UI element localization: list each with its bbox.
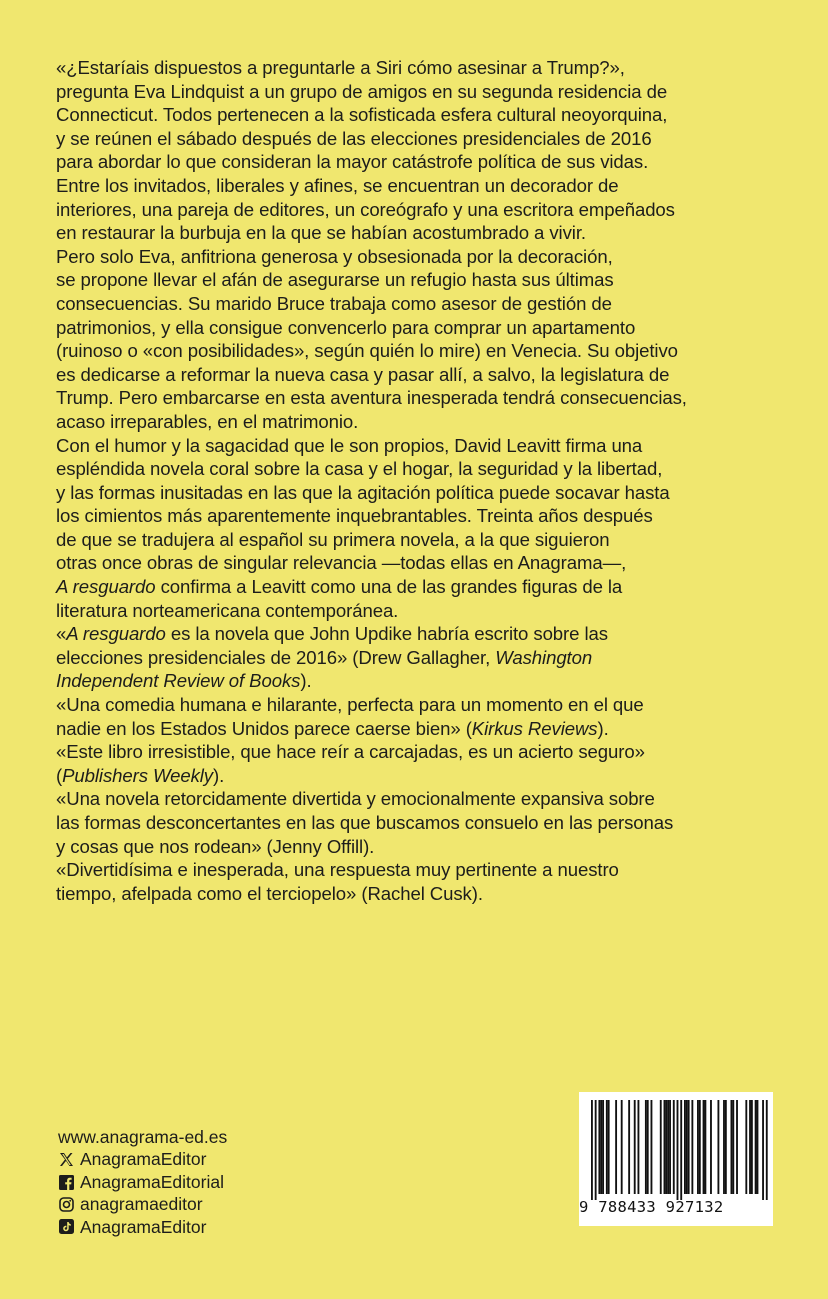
x-logo-icon [58, 1152, 74, 1168]
review-quote-1 [56, 622, 756, 693]
barcode-bar [686, 1100, 688, 1194]
text-line: es dedicarse a reformar la nueva casa y pasar allí, a salvo, la legislatura de [56, 363, 670, 385]
website-link[interactable] [58, 1126, 378, 1148]
instagram-account[interactable] [58, 1193, 378, 1215]
book-title: A resguardo [56, 576, 156, 598]
barcode-bar [691, 1100, 693, 1194]
barcode-bar [598, 1100, 600, 1194]
barcode-bar [664, 1100, 666, 1194]
barcode-bar [725, 1100, 727, 1194]
barcode-bar [757, 1100, 759, 1194]
barcode-bar [703, 1100, 705, 1194]
barcode-bar [638, 1100, 640, 1194]
quote-mark: « [56, 623, 67, 645]
text-line: ). [300, 670, 312, 692]
barcode-bar [755, 1100, 757, 1194]
barcode-bar [673, 1100, 675, 1194]
barcode-bar [634, 1100, 636, 1194]
barcode-bar [608, 1100, 610, 1194]
review-source: Publishers Weekly [62, 764, 213, 786]
barcode-bar [651, 1100, 653, 1194]
barcode-bar [684, 1100, 686, 1194]
facebook-icon [58, 1174, 74, 1190]
review-quote-3 [56, 740, 756, 787]
text-line: acaso irreparables, en el matrimonio. [56, 410, 359, 432]
website-url[interactable]: www.anagrama-ed.es [58, 1127, 228, 1147]
text-line: «Una novela retorcidamente divertida y emocionalmente expansiva sobre [56, 788, 655, 810]
barcode-bar [710, 1100, 712, 1194]
synopsis-paragraph-1 [56, 56, 756, 245]
barcode-bars [579, 1092, 773, 1200]
text-line: confirma a Leavitt como una de las grandes figuras de la [155, 576, 623, 598]
text-line: para abordar lo que consideran la mayor catástrofe política de sus vidas. [56, 151, 649, 173]
tiktok-handle[interactable]: AnagramaEditor [80, 1216, 207, 1237]
barcode-bar [660, 1100, 662, 1194]
text-line: y se reúnen el sábado después de las elecciones presidenciales de 2016 [56, 127, 652, 149]
barcode-bar [732, 1100, 734, 1194]
barcode-bar [628, 1100, 630, 1194]
text-line: «Divertidísima e inesperada, una respuesta muy pertinente a nuestro [56, 859, 619, 881]
tiktok-account[interactable] [58, 1216, 378, 1238]
text-line: ). [213, 764, 225, 786]
x-handle[interactable]: AnagramaEditor [80, 1149, 207, 1170]
review-quote-5 [56, 858, 756, 905]
text-line: elecciones presidenciales de 2016» (Drew Gallagher, [56, 646, 496, 668]
text-line: «Una comedia humana e hilarante, perfecta para un momento en el que [56, 694, 644, 716]
text-line: ( [56, 764, 63, 786]
text-line: (ruinoso o «con posibilidades», según quién lo mire) en Venecia. Su objetivo [56, 340, 678, 362]
text-line: otras once obras de singular relevancia —todas ellas en Anagrama—, [56, 552, 627, 574]
barcode-bar [697, 1100, 699, 1194]
x-account[interactable] [58, 1148, 378, 1170]
facebook-handle[interactable]: AnagramaEditorial [80, 1171, 224, 1192]
review-quote-4 [56, 787, 756, 858]
text-line: Pero solo Eva, anfitriona generosa y obsesionada por la decoración, [56, 245, 613, 267]
barcode-bar [751, 1100, 753, 1194]
barcode-bar [667, 1100, 669, 1194]
review-quote-2 [56, 693, 756, 740]
barcode-bar [595, 1100, 597, 1200]
instagram-handle[interactable]: anagramaeditor [80, 1194, 203, 1215]
barcode-bar [680, 1100, 682, 1200]
barcode-bar [736, 1100, 738, 1194]
review-source: Washington [495, 646, 593, 668]
barcode-bar [699, 1100, 701, 1194]
text-line: de que se tradujera al español su primera novela, a la que siguieron [56, 528, 610, 550]
text-line: las formas desconcertantes en las que buscamos consuelo en las personas [56, 812, 674, 833]
text-line: es la novela que John Updike habría escrito sobre las [165, 623, 608, 645]
barcode-bar [669, 1100, 671, 1194]
book-title: A resguardo [66, 623, 166, 645]
synopsis-paragraph-3 [56, 434, 756, 623]
barcode-bar [602, 1100, 604, 1194]
text-line: Trump. Pero embarcarse en esta aventura inesperada tendrá consecuencias, [56, 387, 687, 409]
text-line: ). [597, 717, 609, 739]
isbn-number: 9 788433 927132 [579, 1198, 724, 1216]
barcode-bar [615, 1100, 617, 1194]
barcode-bar [647, 1100, 649, 1194]
synopsis-text [56, 56, 756, 905]
text-line: «¿Estaríais dispuestos a preguntarle a Siri cómo asesinar a Trump?», [56, 57, 625, 78]
text-line: y las formas inusitadas en las que la agitación política puede socavar hasta [56, 481, 670, 503]
barcode-bar [621, 1100, 623, 1194]
text-line: tiempo, afelpada como el terciopelo» (Rachel Cusk). [56, 882, 483, 904]
text-line: se propone llevar el afán de asegurarse un refugio hasta sus últimas [56, 269, 614, 291]
barcode-bar [591, 1100, 593, 1200]
text-line: patrimonios, y ella consigue convencerlo para comprar un apartamento [56, 316, 636, 338]
barcode-bar [762, 1100, 764, 1200]
barcode-bar [600, 1100, 602, 1194]
text-line: Entre los invitados, liberales y afines, se encuentran un decorador de [56, 174, 619, 196]
publisher-contacts [58, 1126, 378, 1238]
barcode-bar [723, 1100, 725, 1194]
text-line: interiores, una pareja de editores, un coreógrafo y una escritora empeñados [56, 198, 675, 220]
text-line: Connecticut. Todos pertenecen a la sofisticada esfera cultural neoyorquina, [56, 104, 668, 126]
text-line: en restaurar la burbuja en la que se habían acostumbrado a vivir. [56, 222, 586, 244]
synopsis-paragraph-2 [56, 245, 756, 434]
instagram-icon [58, 1196, 74, 1212]
barcode-bar [717, 1100, 719, 1194]
barcode-bar [645, 1100, 647, 1194]
text-line: espléndida novela coral sobre la casa y el hogar, la seguridad y la libertad, [56, 458, 663, 480]
barcode-bar [766, 1100, 768, 1200]
barcode-bar [745, 1100, 747, 1194]
barcode-bar [665, 1100, 667, 1194]
text-line: literatura norteamericana contemporánea. [56, 599, 399, 621]
barcode-bar [677, 1100, 679, 1200]
barcode-bar [606, 1100, 608, 1194]
review-source: Kirkus Reviews [471, 717, 598, 739]
text-line: consecuencias. Su marido Bruce trabaja como asesor de gestión de [56, 292, 612, 314]
text-line: nadie en los Estados Unidos parece caerse bien» ( [56, 717, 472, 739]
isbn-barcode [579, 1092, 773, 1226]
text-line: pregunta Eva Lindquist a un grupo de amigos en su segunda residencia de [56, 80, 668, 102]
barcode-bar [749, 1100, 751, 1194]
text-line: Con el humor y la sagacidad que le son propios, David Leavitt firma una [56, 434, 643, 456]
text-line: y cosas que nos rodean» (Jenny Offill). [56, 835, 375, 857]
facebook-account[interactable] [58, 1171, 378, 1193]
barcode-bar [704, 1100, 706, 1194]
tiktok-icon [58, 1219, 74, 1235]
text-line: «Este libro irresistible, que hace reír a carcajadas, es un acierto seguro» [56, 741, 645, 763]
review-source: Independent Review of Books [56, 670, 301, 692]
barcode-bar [688, 1100, 690, 1194]
text-line: los cimientos más aparentemente inquebrantables. Treinta años después [56, 505, 653, 527]
barcode-bar [731, 1100, 733, 1194]
